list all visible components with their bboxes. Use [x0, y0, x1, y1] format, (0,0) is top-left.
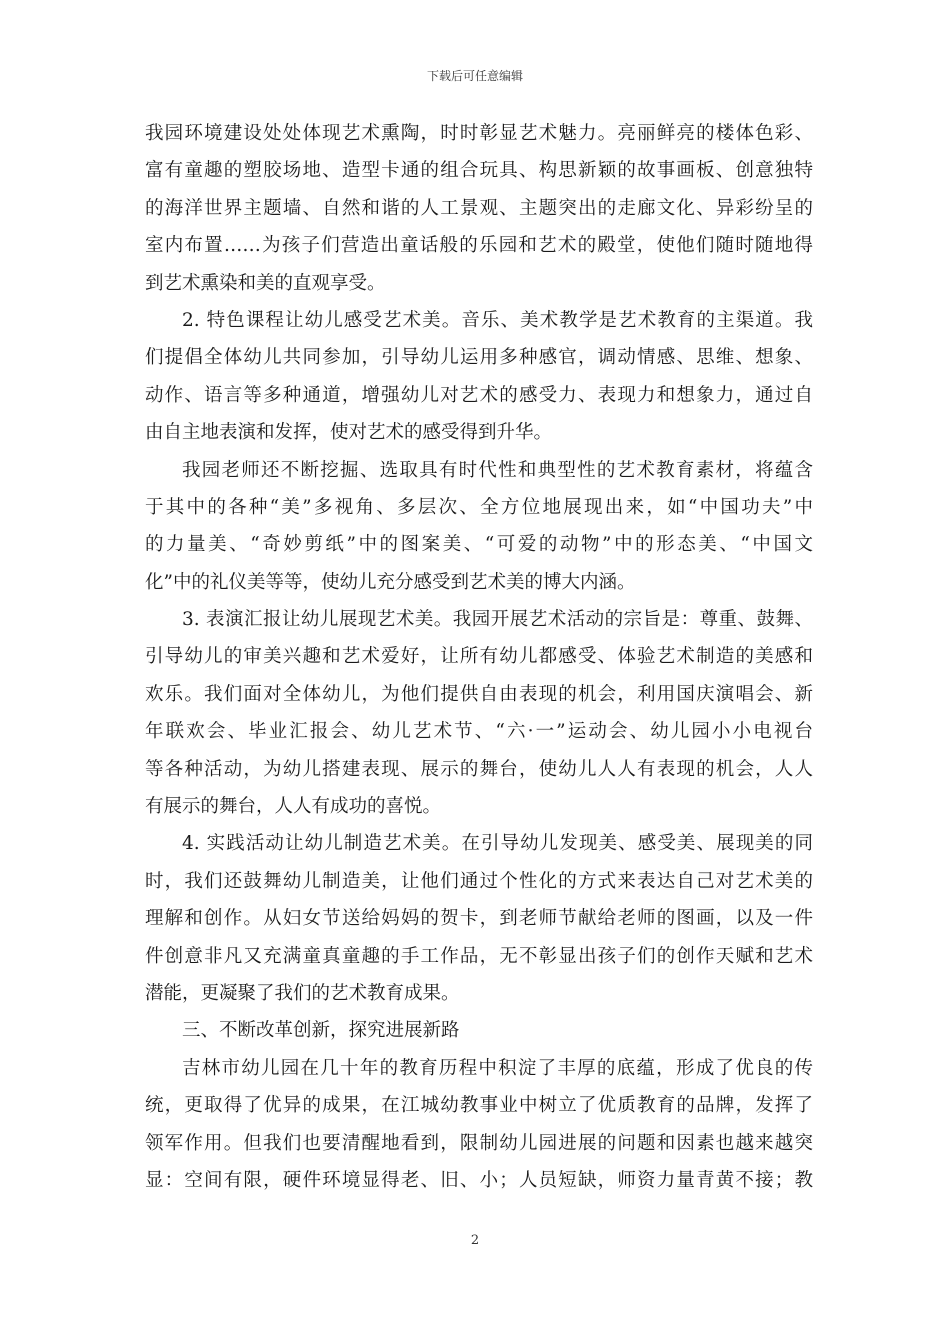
text-line: 我园环境建设处处体现艺术熏陶，时时彰显艺术魅力。亮丽鲜亮的楼体色彩、 [145, 123, 813, 144]
text-line: 有展示的舞台，人人有成功的喜悦。 [145, 796, 442, 818]
text-line: 理解和创作。从妇女节送给妈妈的贺卡，到老师节献给老师的图画，以及一件 [145, 908, 813, 930]
text-line: 室内布置……为孩子们营造出童话般的乐园和艺术的殿堂，使他们随时随地得 [145, 235, 813, 257]
text-line: 2. 特色课程让幼儿感受艺术美。音乐、美术教学是艺术教育的主渠道。我 [182, 309, 813, 331]
text-line: 的力量美、“奇妙剪纸”中的图案美、“可爱的动物”中的形态美、“中国文 [145, 534, 813, 556]
text-line: 4. 实践活动让幼儿制造艺术美。在引导幼儿发现美、感受美、展现美的同 [182, 833, 813, 855]
text-line: 由自主地表演和发挥，使对艺术的感受得到升华。 [145, 422, 553, 444]
text-line: 件创意非凡又充满童真童趣的手工作品，无不彰显出孩子们的创作天赋和艺术 [145, 945, 813, 967]
text-line: 化”中的礼仪美等等，使幼儿充分感受到艺术美的博大内涵。 [145, 571, 636, 593]
text-line: 3. 表演汇报让幼儿展现艺术美。我园开展艺术活动的宗旨是：尊重、鼓舞、 [182, 609, 813, 631]
page-header: 下载后可任意编辑 [426, 69, 523, 83]
text-line: 动作、语言等多种通道，增强幼儿对艺术的感受力、表现力和想象力，通过自 [145, 384, 813, 406]
text-line: 潜能，更凝聚了我们的艺术教育成果。 [145, 982, 460, 1004]
text-line: 时，我们还鼓舞幼儿制造美，让他们通过个性化的方式来表达自己对艺术美的 [145, 870, 813, 892]
text-line: 年联欢会、毕业汇报会、幼儿艺术节、“六·一”运动会、幼儿园小小电视台 [145, 721, 813, 743]
text-line: 欢乐。我们面对全体幼儿，为他们提供自由表现的机会，利用国庆演唱会、新 [145, 683, 813, 705]
text-line: 吉林市幼儿园在几十年的教育历程中积淀了丰厚的底蕴，形成了优良的传 [182, 1057, 813, 1079]
text-line: 我园老师还不断挖掘、选取具有时代性和典型性的艺术教育素材，将蕴含 [182, 459, 813, 481]
text-line: 等各种活动，为幼儿搭建表现、展示的舞台，使幼儿人人有表现的机会，人人 [145, 758, 813, 780]
page-number: 2 [470, 1233, 480, 1248]
text-line: 富有童趣的塑胶场地、造型卡通的组合玩具、构思新颖的故事画板、创意独特 [145, 160, 813, 182]
section-heading: 三、不断改革创新，探究进展新路 [182, 1020, 460, 1042]
text-line: 们提倡全体幼儿共同参加，引导幼儿运用多种感官，调动情感、思维、想象、 [145, 347, 813, 369]
text-line: 统，更取得了优异的成果，在江城幼教事业中树立了优质教育的品牌，发挥了 [145, 1095, 813, 1117]
text-line: 领军作用。但我们也要清醒地看到，限制幼儿园进展的问题和因素也越来越突 [145, 1132, 813, 1154]
text-line: 到艺术熏染和美的直观享受。 [145, 272, 386, 294]
text-line: 的海洋世界主题墙、自然和谐的人工景观、主题突出的走廊文化、异彩纷呈的 [145, 197, 813, 219]
text-line: 引导幼儿的审美兴趣和艺术爱好，让所有幼儿都感受、体验艺术制造的美感和 [145, 646, 813, 668]
text-line: 于其中的各种“美”多视角、多层次、全方位地展现出来，如“中国功夫”中 [145, 496, 813, 518]
text-line: 显：空间有限，硬件环境显得老、旧、小；人员短缺，师资力量青黄不接；教 [145, 1169, 813, 1191]
document-body [145, 115, 813, 1199]
